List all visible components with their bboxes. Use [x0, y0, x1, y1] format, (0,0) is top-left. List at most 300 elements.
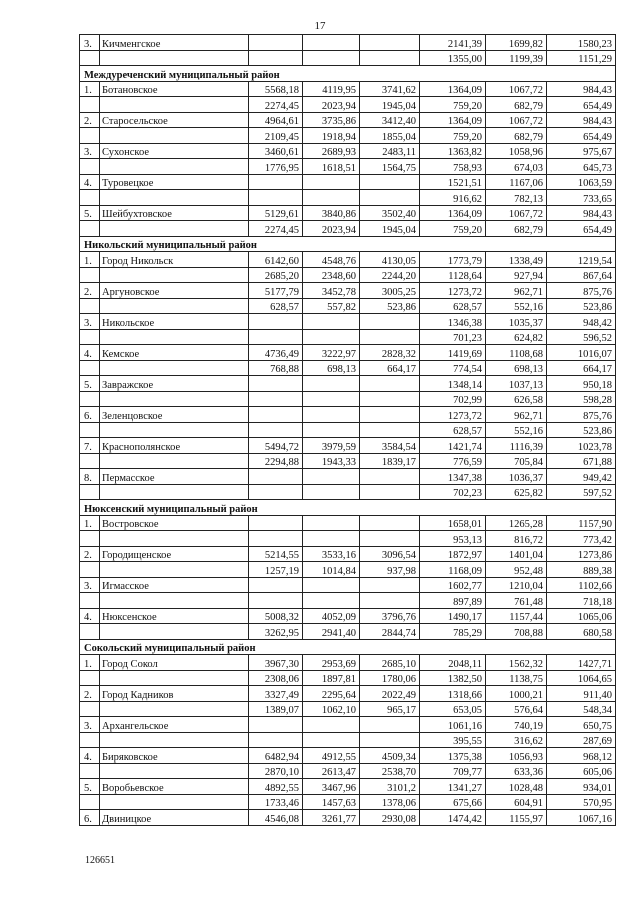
value-cell: 1067,72 [486, 205, 547, 221]
row-index: 3. [80, 143, 100, 159]
value-cell [249, 484, 303, 500]
value-cell: 3327,49 [249, 686, 303, 702]
district-name: Нюксенский муниципальный район [80, 500, 616, 516]
value-cell: 523,86 [547, 422, 616, 438]
value-cell: 1363,82 [420, 143, 486, 159]
settlement-name: Туровецкое [100, 174, 249, 190]
value-cell: 552,16 [486, 422, 547, 438]
value-cell: 1155,97 [486, 810, 547, 826]
value-cell: 1219,54 [547, 252, 616, 268]
value-cell: 1273,72 [420, 407, 486, 423]
value-cell [360, 531, 420, 547]
settlement-name: Шейбухтовское [100, 205, 249, 221]
row-index [80, 50, 100, 66]
value-cell: 1602,77 [420, 577, 486, 593]
value-cell [249, 50, 303, 66]
value-cell: 654,49 [547, 128, 616, 144]
value-cell: 916,62 [420, 190, 486, 206]
value-cell: 3741,62 [360, 81, 420, 97]
value-cell: 1065,06 [547, 608, 616, 624]
value-cell: 1618,51 [303, 159, 360, 175]
value-cell: 2538,70 [360, 763, 420, 779]
value-cell: 604,91 [486, 794, 547, 810]
value-cell [360, 329, 420, 345]
value-cell: 761,48 [486, 593, 547, 609]
value-cell: 2048,11 [420, 655, 486, 671]
value-cell: 674,03 [486, 159, 547, 175]
table-row [80, 686, 616, 702]
value-cell: 1000,21 [486, 686, 547, 702]
table-row [80, 298, 616, 314]
value-cell: 897,89 [420, 593, 486, 609]
value-cell [303, 314, 360, 330]
value-cell: 718,18 [547, 593, 616, 609]
value-cell: 2828,32 [360, 345, 420, 361]
settlement-name [100, 190, 249, 206]
table-row [80, 35, 616, 51]
value-cell: 1157,44 [486, 608, 547, 624]
value-cell: 552,16 [486, 298, 547, 314]
settlement-name [100, 531, 249, 547]
value-cell: 927,94 [486, 267, 547, 283]
value-cell [249, 376, 303, 392]
value-cell [303, 469, 360, 485]
settlement-name: Воробьевское [100, 779, 249, 795]
row-index [80, 670, 100, 686]
value-cell: 2295,64 [303, 686, 360, 702]
row-index: 1. [80, 81, 100, 97]
table-row [80, 577, 616, 593]
value-cell: 682,79 [486, 128, 547, 144]
table-row [80, 438, 616, 454]
value-cell: 934,01 [547, 779, 616, 795]
settlement-name: Архангельское [100, 717, 249, 733]
settlement-name: Завражское [100, 376, 249, 392]
value-cell: 1421,74 [420, 438, 486, 454]
value-cell: 605,06 [547, 763, 616, 779]
value-cell: 1016,07 [547, 345, 616, 361]
value-cell: 2613,47 [303, 763, 360, 779]
value-cell: 1067,72 [486, 81, 547, 97]
value-cell [249, 407, 303, 423]
value-cell [360, 407, 420, 423]
value-cell [360, 190, 420, 206]
value-cell [360, 469, 420, 485]
row-index: 5. [80, 205, 100, 221]
row-index: 3. [80, 314, 100, 330]
table-row [80, 97, 616, 113]
value-cell: 596,52 [547, 329, 616, 345]
settlement-name: Пермасское [100, 469, 249, 485]
value-cell [249, 732, 303, 748]
value-cell: 2022,49 [360, 686, 420, 702]
value-cell: 3261,77 [303, 810, 360, 826]
district-name: Сокольский муниципальный район [80, 639, 616, 655]
value-cell [249, 515, 303, 531]
value-cell: 2930,08 [360, 810, 420, 826]
settlement-name: Никольское [100, 314, 249, 330]
value-cell: 3502,40 [360, 205, 420, 221]
value-cell [303, 35, 360, 51]
value-cell: 785,29 [420, 624, 486, 640]
value-cell: 1658,01 [420, 515, 486, 531]
settlement-name: Аргуновское [100, 283, 249, 299]
row-index [80, 267, 100, 283]
settlement-name [100, 267, 249, 283]
value-cell: 2294,88 [249, 453, 303, 469]
row-index: 5. [80, 376, 100, 392]
value-cell: 626,58 [486, 391, 547, 407]
value-cell: 664,17 [547, 360, 616, 376]
table-row [80, 655, 616, 671]
value-cell: 1780,06 [360, 670, 420, 686]
row-index: 4. [80, 608, 100, 624]
table-row [80, 252, 616, 268]
value-cell: 2244,20 [360, 267, 420, 283]
value-cell: 1389,07 [249, 701, 303, 717]
row-index [80, 329, 100, 345]
value-cell: 1338,49 [486, 252, 547, 268]
value-cell: 316,62 [486, 732, 547, 748]
row-index [80, 391, 100, 407]
row-index: 4. [80, 174, 100, 190]
row-index: 3. [80, 35, 100, 51]
value-cell: 3840,86 [303, 205, 360, 221]
value-cell [249, 531, 303, 547]
value-cell: 2023,94 [303, 221, 360, 237]
settlement-name: Биряковское [100, 748, 249, 764]
value-cell: 952,48 [486, 562, 547, 578]
value-cell: 975,67 [547, 143, 616, 159]
table-row [80, 763, 616, 779]
settlement-name [100, 701, 249, 717]
document-code: 126651 [85, 855, 115, 866]
value-cell: 1564,75 [360, 159, 420, 175]
value-cell: 1035,37 [486, 314, 547, 330]
value-cell: 1061,16 [420, 717, 486, 733]
value-cell: 948,42 [547, 314, 616, 330]
value-cell: 1138,75 [486, 670, 547, 686]
value-cell: 2689,93 [303, 143, 360, 159]
value-cell [303, 577, 360, 593]
value-cell: 664,17 [360, 360, 420, 376]
value-cell: 776,59 [420, 453, 486, 469]
value-cell: 1364,09 [420, 112, 486, 128]
row-index: 7. [80, 438, 100, 454]
table-row [80, 779, 616, 795]
value-cell [249, 190, 303, 206]
value-cell: 1457,63 [303, 794, 360, 810]
value-cell: 782,13 [486, 190, 547, 206]
value-cell: 965,17 [360, 701, 420, 717]
value-cell: 949,42 [547, 469, 616, 485]
value-cell [303, 732, 360, 748]
value-cell: 1943,33 [303, 453, 360, 469]
value-cell: 1401,04 [486, 546, 547, 562]
row-index: 8. [80, 469, 100, 485]
value-cell: 1341,27 [420, 779, 486, 795]
row-index [80, 593, 100, 609]
value-cell: 2685,20 [249, 267, 303, 283]
table-row [80, 360, 616, 376]
row-index: 6. [80, 810, 100, 826]
value-cell: 3412,40 [360, 112, 420, 128]
table-row [80, 267, 616, 283]
value-cell: 598,28 [547, 391, 616, 407]
settlement-name [100, 624, 249, 640]
settlement-name [100, 593, 249, 609]
value-cell: 1064,65 [547, 670, 616, 686]
value-cell: 3222,97 [303, 345, 360, 361]
row-index [80, 360, 100, 376]
value-cell: 1776,95 [249, 159, 303, 175]
district-header-row [80, 500, 616, 516]
table-row [80, 143, 616, 159]
row-index [80, 97, 100, 113]
value-cell [249, 577, 303, 593]
value-cell: 733,65 [547, 190, 616, 206]
row-index [80, 732, 100, 748]
value-cell: 698,13 [303, 360, 360, 376]
value-cell: 759,20 [420, 128, 486, 144]
value-cell: 1490,17 [420, 608, 486, 624]
table-row [80, 484, 616, 500]
value-cell: 962,71 [486, 283, 547, 299]
value-cell [360, 422, 420, 438]
value-cell [303, 717, 360, 733]
settlement-name [100, 391, 249, 407]
settlement-name [100, 562, 249, 578]
row-index: 2. [80, 112, 100, 128]
row-index: 1. [80, 655, 100, 671]
value-cell: 4130,05 [360, 252, 420, 268]
settlement-name: Городищенское [100, 546, 249, 562]
table-row [80, 422, 616, 438]
value-cell: 628,57 [420, 298, 486, 314]
value-cell: 4119,95 [303, 81, 360, 97]
value-cell: 950,18 [547, 376, 616, 392]
value-cell [249, 717, 303, 733]
value-cell: 702,23 [420, 484, 486, 500]
value-cell: 570,95 [547, 794, 616, 810]
value-cell [360, 732, 420, 748]
value-cell: 1346,38 [420, 314, 486, 330]
settlement-name [100, 97, 249, 113]
value-cell: 3101,2 [360, 779, 420, 795]
value-cell: 1067,72 [486, 112, 547, 128]
value-cell: 1355,00 [420, 50, 486, 66]
row-index: 3. [80, 717, 100, 733]
value-cell: 1116,39 [486, 438, 547, 454]
value-cell: 395,55 [420, 732, 486, 748]
table-row [80, 329, 616, 345]
district-header-row [80, 66, 616, 82]
table-row [80, 608, 616, 624]
value-cell: 675,66 [420, 794, 486, 810]
value-cell: 1128,64 [420, 267, 486, 283]
value-cell: 3460,61 [249, 143, 303, 159]
table-row [80, 190, 616, 206]
value-cell: 1427,71 [547, 655, 616, 671]
value-cell: 1265,28 [486, 515, 547, 531]
table-row [80, 469, 616, 485]
value-cell: 1056,93 [486, 748, 547, 764]
value-cell [249, 174, 303, 190]
value-cell: 889,38 [547, 562, 616, 578]
value-cell: 653,05 [420, 701, 486, 717]
value-cell: 698,13 [486, 360, 547, 376]
value-cell: 1364,09 [420, 81, 486, 97]
value-cell: 911,40 [547, 686, 616, 702]
district-name: Никольский муниципальный район [80, 236, 616, 252]
value-cell: 768,88 [249, 360, 303, 376]
table-row [80, 128, 616, 144]
settlement-name [100, 453, 249, 469]
value-cell: 1562,32 [486, 655, 547, 671]
value-cell: 1151,29 [547, 50, 616, 66]
table-row [80, 314, 616, 330]
row-index [80, 221, 100, 237]
value-cell: 1897,81 [303, 670, 360, 686]
value-cell: 702,99 [420, 391, 486, 407]
value-cell: 4509,34 [360, 748, 420, 764]
value-cell: 1699,82 [486, 35, 547, 51]
table-row [80, 562, 616, 578]
settlement-name: Город Никольск [100, 252, 249, 268]
value-cell: 682,79 [486, 97, 547, 113]
value-cell: 759,20 [420, 97, 486, 113]
settlement-name [100, 360, 249, 376]
value-cell [360, 314, 420, 330]
value-cell: 2483,11 [360, 143, 420, 159]
value-cell: 937,98 [360, 562, 420, 578]
district-header-row [80, 639, 616, 655]
value-cell: 1102,66 [547, 577, 616, 593]
settlement-name: Игмасское [100, 577, 249, 593]
page-number: 17 [314, 20, 326, 32]
value-cell [360, 515, 420, 531]
value-cell: 1108,68 [486, 345, 547, 361]
table-body [80, 35, 616, 826]
value-cell: 3735,86 [303, 112, 360, 128]
value-cell: 1067,16 [547, 810, 616, 826]
table-row [80, 283, 616, 299]
settlement-name [100, 422, 249, 438]
value-cell: 1872,97 [420, 546, 486, 562]
row-index: 1. [80, 252, 100, 268]
settlement-name [100, 670, 249, 686]
row-index: 1. [80, 515, 100, 531]
table-row [80, 531, 616, 547]
value-cell: 962,71 [486, 407, 547, 423]
row-index: 3. [80, 577, 100, 593]
value-cell: 2870,10 [249, 763, 303, 779]
value-cell: 984,43 [547, 81, 616, 97]
settlement-name: Старосельское [100, 112, 249, 128]
row-index [80, 484, 100, 500]
value-cell: 557,82 [303, 298, 360, 314]
row-index: 4. [80, 748, 100, 764]
row-index [80, 128, 100, 144]
value-cell: 2274,45 [249, 97, 303, 113]
value-cell: 758,93 [420, 159, 486, 175]
value-cell: 287,69 [547, 732, 616, 748]
value-cell: 3262,95 [249, 624, 303, 640]
value-cell: 953,13 [420, 531, 486, 547]
value-cell: 1378,06 [360, 794, 420, 810]
tariff-table [79, 34, 616, 826]
district-name: Междуреченский муниципальный район [80, 66, 616, 82]
value-cell: 1839,17 [360, 453, 420, 469]
value-cell: 1210,04 [486, 577, 547, 593]
value-cell: 3584,54 [360, 438, 420, 454]
value-cell: 3467,96 [303, 779, 360, 795]
row-index [80, 562, 100, 578]
value-cell: 1273,72 [420, 283, 486, 299]
value-cell [249, 35, 303, 51]
value-cell: 625,82 [486, 484, 547, 500]
settlement-name [100, 221, 249, 237]
value-cell [360, 717, 420, 733]
value-cell: 3796,76 [360, 608, 420, 624]
row-index: 2. [80, 686, 100, 702]
table-row [80, 376, 616, 392]
row-index: 2. [80, 546, 100, 562]
value-cell: 6142,60 [249, 252, 303, 268]
value-cell: 1918,94 [303, 128, 360, 144]
value-cell: 1036,37 [486, 469, 547, 485]
settlement-name: Кемское [100, 345, 249, 361]
value-cell [249, 314, 303, 330]
value-cell [360, 391, 420, 407]
value-cell: 2109,45 [249, 128, 303, 144]
table-row [80, 546, 616, 562]
value-cell: 1733,46 [249, 794, 303, 810]
table-row [80, 717, 616, 733]
value-cell: 682,79 [486, 221, 547, 237]
value-cell: 1199,39 [486, 50, 547, 66]
value-cell [303, 190, 360, 206]
settlement-name: Краснополянское [100, 438, 249, 454]
value-cell [303, 50, 360, 66]
table-row [80, 515, 616, 531]
value-cell: 774,54 [420, 360, 486, 376]
settlement-name: Кичменгское [100, 35, 249, 51]
value-cell: 2844,74 [360, 624, 420, 640]
value-cell [303, 391, 360, 407]
table-row [80, 593, 616, 609]
value-cell [360, 484, 420, 500]
value-cell: 2141,39 [420, 35, 486, 51]
value-cell: 4052,09 [303, 608, 360, 624]
value-cell: 1855,04 [360, 128, 420, 144]
table-row [80, 670, 616, 686]
settlement-name [100, 794, 249, 810]
value-cell [249, 391, 303, 407]
value-cell: 1419,69 [420, 345, 486, 361]
value-cell: 701,23 [420, 329, 486, 345]
settlement-name [100, 329, 249, 345]
value-cell: 875,76 [547, 407, 616, 423]
value-cell: 705,84 [486, 453, 547, 469]
table-row [80, 732, 616, 748]
value-cell: 5008,32 [249, 608, 303, 624]
value-cell [303, 329, 360, 345]
value-cell: 1382,50 [420, 670, 486, 686]
table-row [80, 159, 616, 175]
row-index [80, 624, 100, 640]
value-cell: 708,88 [486, 624, 547, 640]
